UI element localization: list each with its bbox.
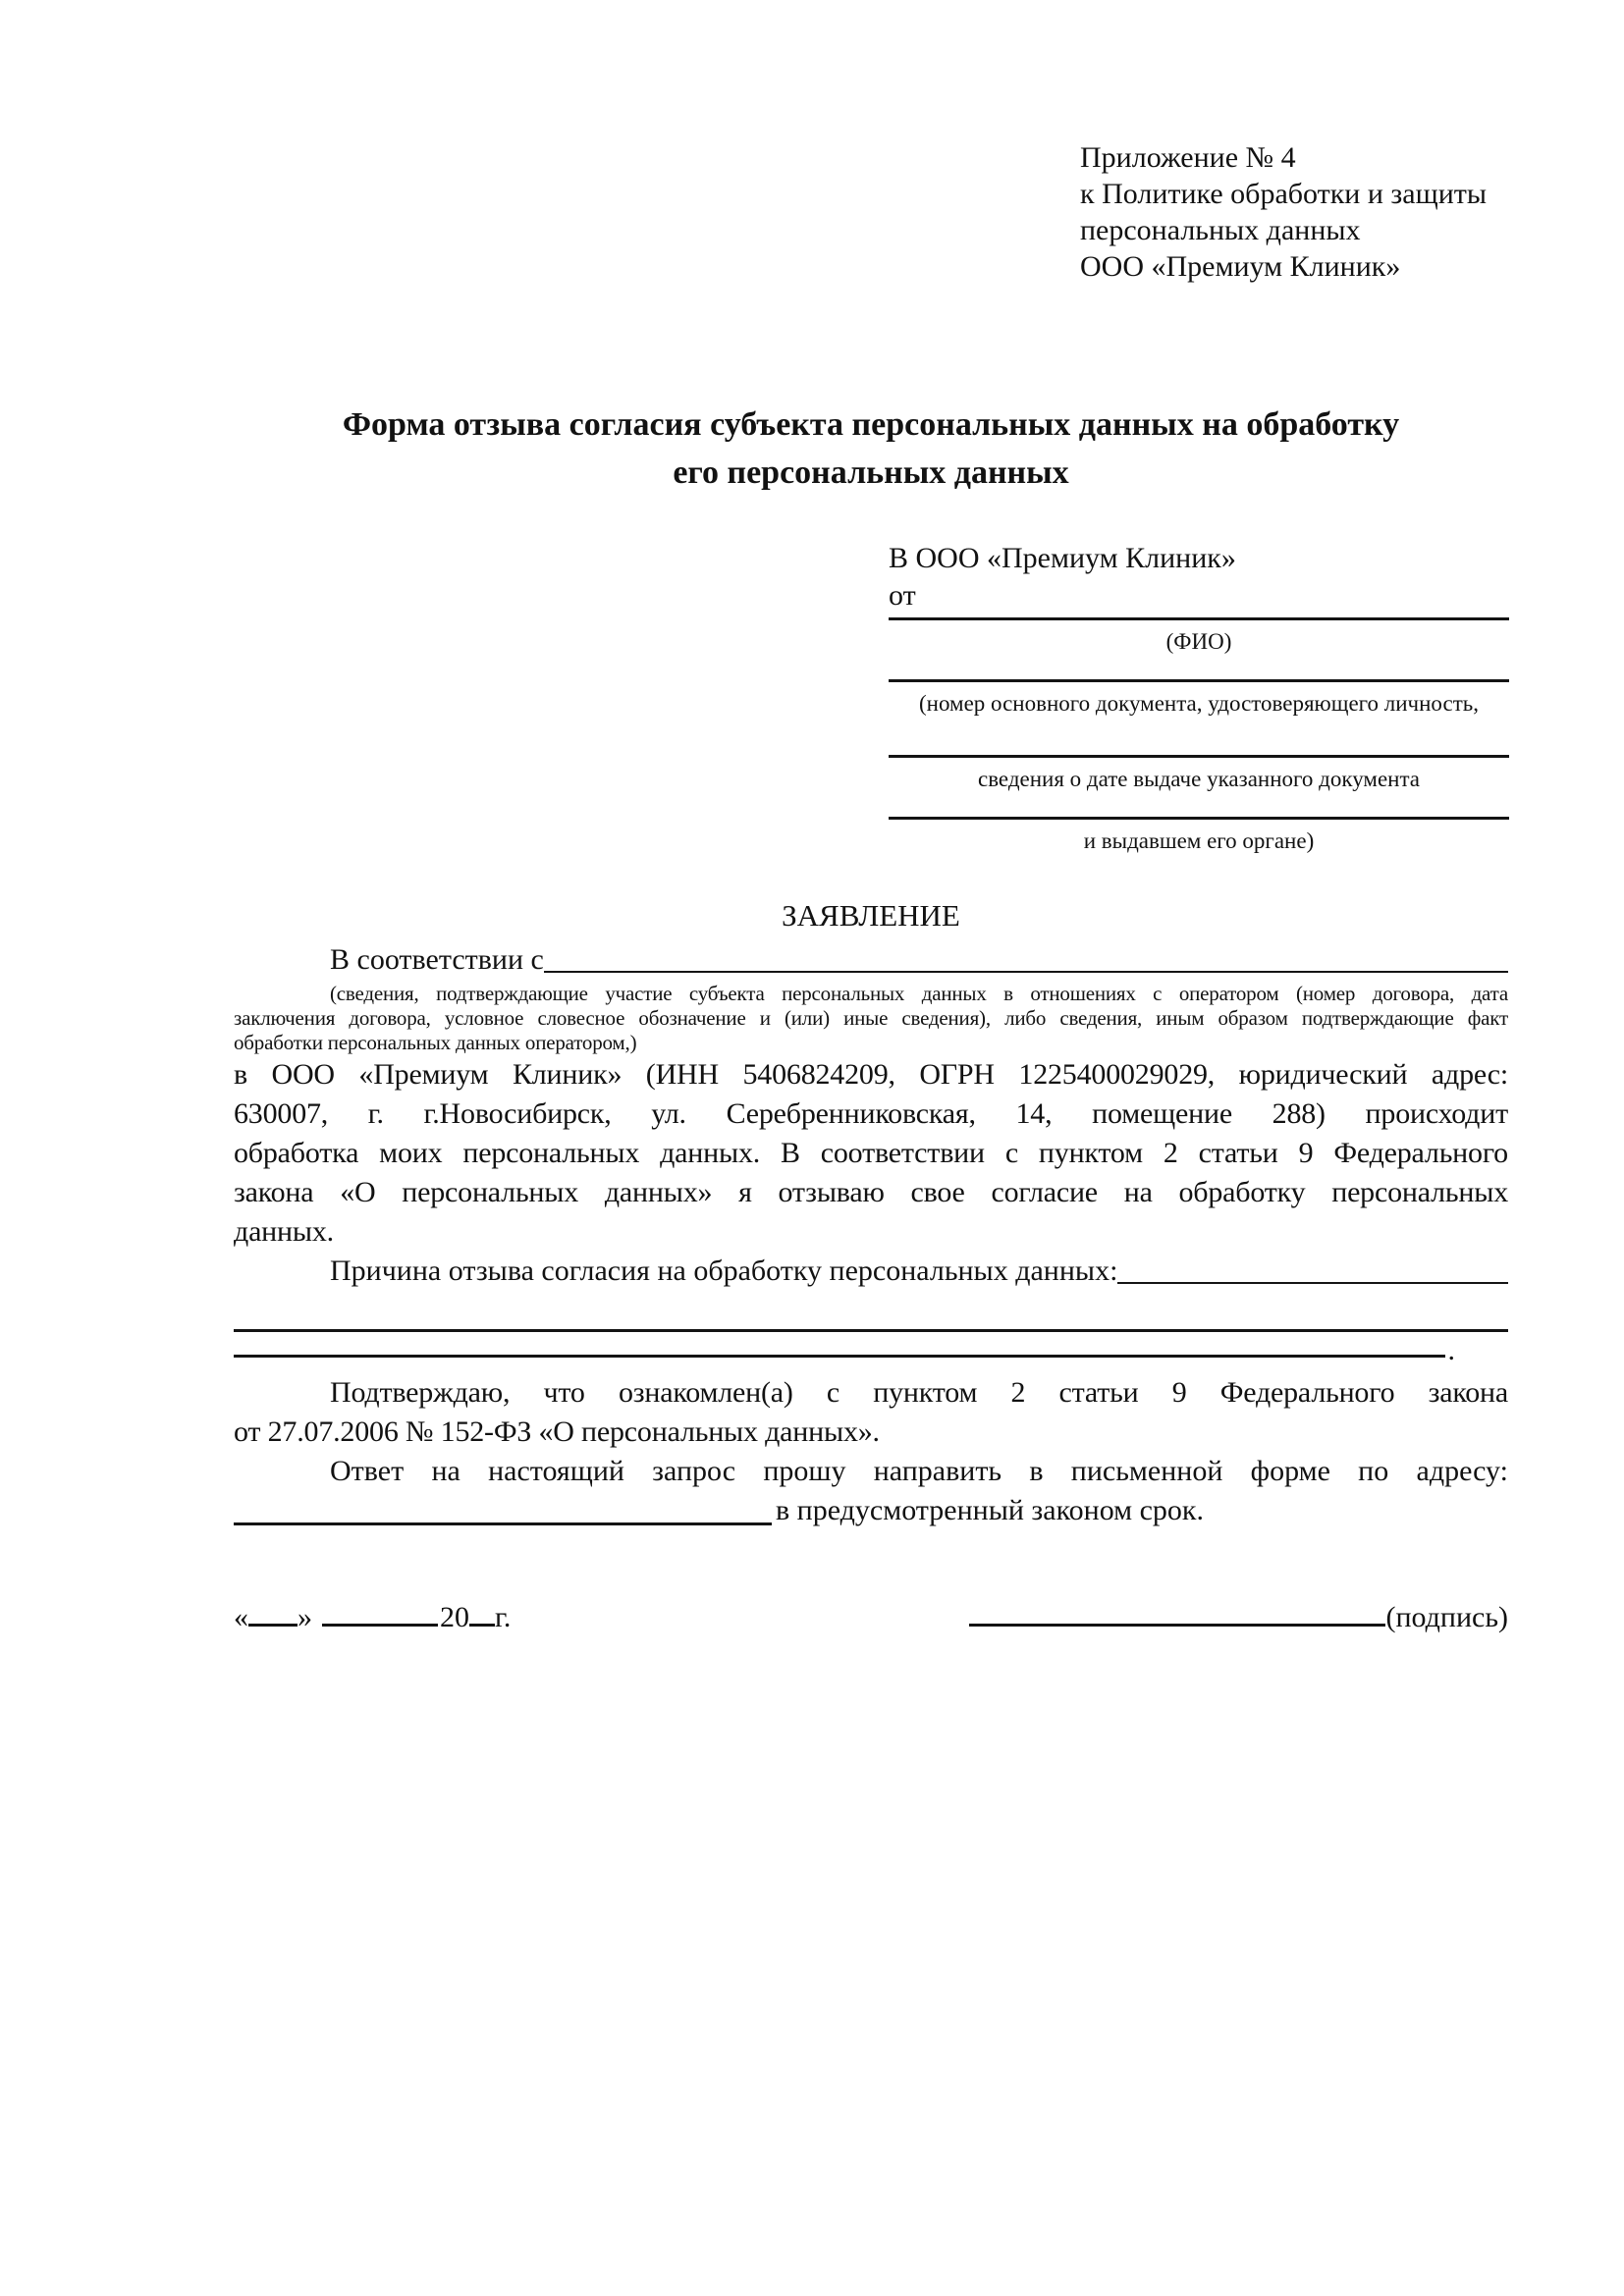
annotation-text: (сведения, подтверждающие участие субъекта персональных данных в отношениях с оператором (номер договора, дата заключения договора, условное словесное обозначение и (или) иные сведения), либо сведения, иным образом подтверждающие факт обработки персональных данных оператором,)	[234, 982, 1508, 1054]
month-blank	[322, 1624, 438, 1627]
main-paragraph: в ООО «Премиум Клиник» (ИНН 5406824209, ОГРН 1225400029029, юридический адрес: 630007, г. г.Новосибирск, ул. Серебренниковская, 14, помещение 288) происходит обработка моих персональных данных. В соответствии с пунктом 2 статьи 9 Федерального закона «О персональных данных» я отзываю свое согласие на обработку персональных данных.	[234, 1058, 1508, 1248]
reply-tail-text: в предусмотренный законом срок.	[776, 1494, 1204, 1526]
field-id-document	[889, 679, 1509, 718]
footer-row	[234, 1598, 1508, 1637]
field-issuing-authority	[889, 817, 1509, 855]
issuing-authority-caption: и выдавшем его органе)	[1083, 828, 1315, 853]
statement-heading: ЗАЯВЛЕНИЕ	[782, 898, 960, 933]
id-document-blank-line	[889, 679, 1509, 682]
reason-blank-line-2	[234, 1291, 1508, 1332]
annex-note: Приложение № 4 к Политике обработки и защиты персональных данных ООО «Премиум Клиник»	[1080, 141, 1488, 283]
addressee-block	[889, 540, 1509, 855]
accordance-label: В соответствии с	[330, 943, 544, 976]
fio-caption: (ФИО)	[1165, 629, 1232, 654]
reply-address-row	[234, 1491, 1508, 1530]
id-document-caption: (номер основного документа, удостоверяющего личность,	[918, 691, 1479, 716]
issue-date-caption: сведения о дате выдаче указанного документа	[977, 767, 1421, 791]
addressee-to: В ООО «Премиум Клиник»	[889, 542, 1236, 574]
reason-blank-line-3-rule	[234, 1355, 1445, 1358]
date-group	[234, 1598, 511, 1637]
signature-caption: (подпись)	[1385, 1601, 1508, 1633]
fio-blank-line	[889, 617, 1509, 620]
reply-request-line: Ответ на настоящий запрос прошу направить в письменной форме по адресу:	[330, 1455, 1508, 1487]
confirmation-paragraph: Подтверждаю, что ознакомлен(а) с пунктом 2 статьи 9 Федерального закона от 27.07.2006 № 152-ФЗ «О персональных данных».	[234, 1376, 1508, 1448]
accordance-row	[234, 940, 1508, 980]
year-blank	[469, 1624, 495, 1627]
addressee-from-label: от	[889, 579, 916, 612]
signature-group	[969, 1598, 1508, 1637]
sentence-period: .	[1447, 1334, 1455, 1366]
reason-row	[234, 1252, 1508, 1291]
reason-blank-line	[1117, 1282, 1508, 1284]
document-title: Форма отзыва согласия субъекта персональных данных на обработку его персональных данных	[342, 406, 1400, 491]
field-fio	[889, 617, 1509, 656]
date-quote-open: «	[234, 1601, 248, 1633]
date-quote-close: »	[298, 1601, 312, 1633]
year-prefix: 20	[440, 1601, 469, 1633]
day-blank	[248, 1624, 298, 1627]
issuing-authority-blank-line	[889, 817, 1509, 820]
statement-body	[234, 940, 1508, 1530]
field-issue-date	[889, 755, 1509, 793]
signature-blank	[969, 1624, 1385, 1627]
reply-address-blank-line	[234, 1522, 772, 1525]
reason-blank-line-3	[234, 1332, 1455, 1366]
accordance-blank-line	[544, 971, 1508, 973]
reason-label: Причина отзыва согласия на обработку персональных данных:	[330, 1255, 1118, 1287]
year-suffix: г.	[495, 1601, 512, 1633]
issue-date-blank-line	[889, 755, 1509, 758]
